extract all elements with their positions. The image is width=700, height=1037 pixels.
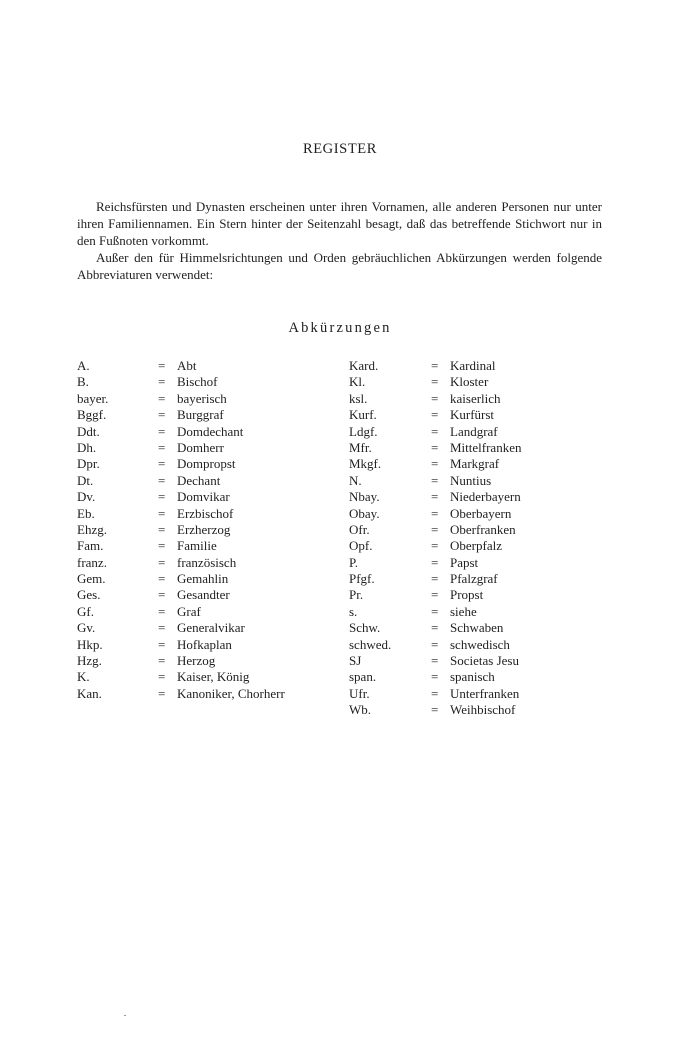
abbreviation: Mkgf. (349, 456, 382, 472)
abbreviation-meaning: Mittelfranken (450, 439, 522, 455)
abbreviation-meaning: Oberfranken (450, 521, 516, 537)
page-mark (124, 1015, 126, 1016)
abbreviation-meaning: Hofkaplan (177, 636, 232, 652)
abbreviation-meaning: Abt (177, 358, 197, 373)
equals-sign: = (431, 653, 439, 669)
abbreviation-meaning: Nuntius (450, 472, 492, 488)
equals-sign: = (431, 620, 439, 636)
abbreviation: Dv. (77, 489, 96, 505)
equals-sign: = (431, 636, 439, 652)
equals-sign: = (158, 653, 166, 669)
abbreviation: Bggf. (77, 407, 107, 423)
abbreviation-meaning: Markgraf (450, 456, 500, 472)
abbreviation: Eb. (77, 505, 95, 521)
abbreviation: Ehzg. (77, 521, 107, 537)
equals-sign: = (431, 374, 439, 390)
equals-sign: = (158, 521, 166, 537)
abbreviation: Ufr. (349, 685, 370, 701)
abbreviation: Kurf. (349, 407, 377, 423)
equals-sign: = (158, 439, 166, 455)
equals-sign: = (158, 456, 166, 472)
abbreviation: ksl. (349, 390, 368, 406)
equals-sign: = (431, 669, 439, 685)
equals-sign: = (158, 390, 166, 406)
equals-sign: = (158, 538, 166, 554)
abbreviation-meaning: Kanoniker, Chorherr (177, 685, 285, 701)
abbreviation: Dpr. (77, 456, 100, 472)
abbreviation-meaning: Kardinal (450, 358, 496, 373)
abbreviation-meaning: Erzherzog (177, 521, 231, 537)
abbreviation: Ofr. (349, 521, 370, 537)
abbreviation-meaning: Domherr (177, 439, 224, 455)
equals-sign: = (158, 358, 166, 373)
abbreviation-meaning: siehe (450, 603, 477, 619)
equals-sign: = (158, 685, 166, 701)
equals-sign: = (431, 538, 439, 554)
abbreviation: A. (77, 358, 90, 373)
abbreviation: Hkp. (77, 636, 103, 652)
abbreviation-meaning: Gesandter (177, 587, 230, 603)
abbreviation-meaning: Burggraf (177, 407, 224, 423)
abbreviation: Fam. (77, 538, 104, 554)
equals-sign: = (431, 587, 439, 603)
abbreviation-meaning: Domdechant (177, 423, 244, 439)
abbreviation: franz. (77, 554, 107, 570)
equals-sign: = (431, 358, 439, 373)
equals-sign: = (158, 489, 166, 505)
abbreviation: bayer. (77, 390, 109, 406)
equals-sign: = (158, 472, 166, 488)
abbreviation: Pfgf. (349, 571, 375, 587)
equals-sign: = (431, 423, 439, 439)
abbreviation-meaning: Oberbayern (450, 505, 512, 521)
equals-sign: = (158, 587, 166, 603)
intro-text (77, 198, 602, 283)
abbreviation-meaning: Graf (177, 603, 201, 619)
abbreviation-meaning: Landgraf (450, 423, 498, 439)
page-title: REGISTER (302, 141, 378, 157)
equals-sign: = (158, 603, 166, 619)
abbreviation: span. (349, 669, 377, 685)
abbreviation: Gf. (77, 603, 94, 619)
equals-sign: = (158, 554, 166, 570)
abbreviation-meaning: Dompropst (177, 456, 236, 472)
equals-sign: = (431, 390, 439, 406)
abbreviation: N. (349, 472, 362, 488)
abbreviation-meaning: Domvikar (177, 489, 230, 505)
abbreviation-meaning: Kloster (450, 374, 489, 390)
abbreviation-meaning: Bischof (177, 374, 218, 390)
abbreviation: SJ (349, 653, 362, 669)
abbreviation-meaning: spanisch (450, 669, 495, 685)
abbreviation-meaning: Familie (177, 538, 217, 554)
abbreviation: s. (349, 603, 358, 619)
abbreviation: K. (77, 669, 90, 685)
abbreviation: Gv. (77, 620, 96, 636)
equals-sign: = (431, 521, 439, 537)
abbreviation-meaning: bayerisch (177, 390, 227, 406)
abbreviation-meaning: Niederbayern (450, 489, 521, 505)
equals-sign: = (158, 505, 166, 521)
abbreviation-meaning: Weihbischof (450, 702, 516, 718)
abbreviation-meaning: Unterfranken (450, 685, 520, 701)
abbreviation-meaning: kaiserlich (450, 390, 501, 406)
abbreviation-meaning: Herzog (177, 653, 216, 669)
abbreviation: Ges. (77, 587, 101, 603)
abbreviation: schwed. (349, 636, 392, 652)
abbreviation: Obay. (349, 505, 380, 521)
abbreviation: Wb. (349, 702, 372, 718)
intro-paragraph-2: Außer den für Himmelsrichtungen und Orden gebräuchlichen Abkürzungen werden folgende Abbreviaturen verwendet: (77, 250, 602, 282)
abbreviation: Hzg. (77, 653, 102, 669)
abbreviation-meaning: Papst (450, 554, 479, 570)
equals-sign: = (431, 439, 439, 455)
abbreviation: Kl. (349, 374, 366, 390)
equals-sign: = (431, 685, 439, 701)
equals-sign: = (158, 669, 166, 685)
equals-sign: = (431, 407, 439, 423)
equals-sign: = (158, 571, 166, 587)
abbreviation: Kard. (349, 358, 379, 373)
abbreviation: B. (77, 374, 89, 390)
abbreviation: Ldgf. (349, 423, 378, 439)
abbreviation: Pr. (349, 587, 364, 603)
abbreviation: Opf. (349, 538, 373, 554)
intro-paragraph-1: Reichsfürsten und Dynasten erscheinen unter ihren Vornamen, alle anderen Personen nur unter ihren Familiennamen. Ein Stern hinter der Seitenzahl besagt, daß das betreffende Stichwort nur in den Fußnoten vorkommt. (77, 199, 602, 248)
abbreviation-meaning: Oberpfalz (450, 538, 502, 554)
equals-sign: = (158, 636, 166, 652)
abbreviation: Mfr. (349, 439, 372, 455)
abbreviation-meaning: Kaiser, König (177, 669, 250, 685)
abbreviation: P. (349, 554, 359, 570)
equals-sign: = (431, 554, 439, 570)
equals-sign: = (158, 423, 166, 439)
abbreviation: Schw. (349, 620, 381, 636)
abbreviation-meaning: Kurfürst (450, 407, 495, 423)
abbreviation-meaning: französisch (177, 554, 237, 570)
abbreviation: Dt. (77, 472, 94, 488)
abbreviation-meaning: Gemahlin (177, 571, 229, 587)
abbreviation-meaning: Generalvikar (177, 620, 245, 636)
equals-sign: = (431, 571, 439, 587)
equals-sign: = (431, 702, 439, 718)
equals-sign: = (431, 456, 439, 472)
abbreviation-meaning: Propst (450, 587, 484, 603)
equals-sign: = (431, 472, 439, 488)
abbreviation-meaning: Dechant (177, 472, 221, 488)
equals-sign: = (431, 489, 439, 505)
abbreviation-meaning: Pfalzgraf (450, 571, 498, 587)
abbreviation: Ddt. (77, 423, 100, 439)
equals-sign: = (158, 620, 166, 636)
abbreviation: Nbay. (349, 489, 380, 505)
equals-sign: = (431, 603, 439, 619)
abbreviation-meaning: schwedisch (450, 636, 510, 652)
abbreviation-meaning: Schwaben (450, 620, 504, 636)
equals-sign: = (158, 374, 166, 390)
abbreviation: Dh. (77, 439, 97, 455)
abbreviation: Gem. (77, 571, 106, 587)
abbreviation: Kan. (77, 685, 102, 701)
abbreviation-meaning: Societas Jesu (450, 653, 519, 669)
abbreviation-meaning: Erzbischof (177, 505, 234, 521)
equals-sign: = (158, 407, 166, 423)
abbreviations-heading: Abkürzungen (288, 320, 392, 336)
equals-sign: = (431, 505, 439, 521)
